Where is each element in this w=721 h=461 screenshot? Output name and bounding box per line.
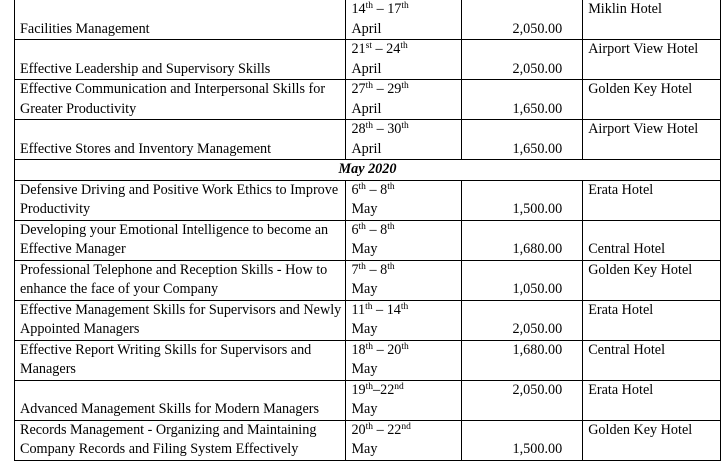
course-title: Developing your Emotional Intelligence to become an Effective Manager [15,220,346,260]
date-end-suffix: th [401,341,409,352]
course-fee: 1,680.00 [462,340,583,380]
course-venue: Golden Key Hotel [583,420,721,460]
course-fee: 1,650.00 [462,80,583,120]
date-end: 14 [386,301,401,318]
date-start-suffix: th [358,221,366,232]
date-start: 18 [351,341,366,358]
date-start: 27 [351,81,366,97]
date-start-suffix: th [365,341,374,352]
course-venue: Erata Hotel [583,300,721,340]
table-row [15,220,721,260]
date-end-suffix: th [387,181,395,192]
course-title: Effective Communication and Interpersonal Skills for Greater Productivity [15,80,346,120]
date-separator: – [365,181,381,198]
course-dates [346,300,462,340]
date-month: May [351,281,378,297]
date-end: 22 [387,421,402,438]
course-venue: Golden Key Hotel [583,260,721,300]
course-venue: Miklin Hotel [583,0,721,40]
course-venue: Erata Hotel [583,380,721,420]
course-fee: 2,050.00 [462,380,583,420]
course-title: Effective Report Writing Skills for Supervisors and Managers [15,340,346,380]
course-dates [346,380,462,420]
course-title: Professional Telephone and Reception Skills - How to enhance the face of your Company [15,260,346,300]
date-start-suffix: th [365,301,373,312]
course-venue: Central Hotel [583,340,721,380]
date-start: 19 [351,381,366,398]
course-title: Records Management - Organizing and Maintaining Company Records and Filing System Effectively [15,420,346,460]
course-dates [346,80,462,120]
date-month: May [351,401,378,417]
course-title: Defensive Driving and Positive Work Ethics to Improve Productivity [15,180,346,220]
course-venue: Airport View Hotel [583,120,721,160]
date-separator: – [373,121,388,137]
date-separator: – [365,261,381,278]
date-month: May [351,321,378,337]
date-start-suffix: th [365,421,374,432]
date-start-suffix: st [365,41,372,51]
course-fee: 2,050.00 [462,300,583,340]
course-dates [346,340,462,380]
date-end-suffix: th [401,121,409,131]
course-dates [346,260,462,300]
date-separator: – [373,1,388,17]
course-fee: 1,500.00 [462,180,583,220]
date-start: 21 [351,41,366,57]
date-separator: – [372,301,387,318]
date-separator: – [373,81,388,97]
date-end-suffix: th [401,1,409,11]
table-row [15,180,721,220]
course-fee: 1,650.00 [462,120,583,160]
date-end: 24 [386,41,401,57]
date-separator: – [373,381,381,398]
course-dates [346,40,462,80]
course-venue: Central Hotel [583,220,721,260]
date-separator: – [373,421,388,438]
table-row [15,40,721,80]
date-month: April [351,100,382,117]
date-start-suffix: th [365,121,374,131]
date-month: May [351,361,378,377]
date-month: April [351,140,382,157]
course-title: Effective Management Skills for Supervisors and Newly Appointed Managers [15,300,346,340]
course-venue: Erata Hotel [583,180,721,220]
table-row [15,120,721,160]
date-month: April [351,60,382,77]
date-start: 7 [351,261,359,278]
course-fee: 1,050.00 [462,260,583,300]
date-end: 20 [387,341,402,358]
course-dates [346,120,462,160]
course-dates [346,180,462,220]
date-end-suffix: th [400,41,408,51]
date-separator: – [373,341,388,358]
date-separator: – [365,221,381,238]
date-month: May [351,201,378,217]
date-month: May [351,241,378,257]
course-title: Effective Stores and Inventory Management [15,120,346,160]
course-fee: 1,680.00 [462,220,583,260]
date-end-suffix: th [401,81,409,91]
date-end: 8 [380,221,388,238]
training-schedule-table [14,0,721,461]
course-fee: 2,050.00 [462,40,583,80]
course-dates [346,420,462,460]
date-end: 29 [387,81,402,97]
month-heading: May 2020 [15,160,721,181]
date-end-suffix: nd [394,381,404,392]
date-end-suffix: nd [401,421,411,432]
date-start: 14 [351,1,366,17]
course-title: Advanced Management Skills for Modern Managers [15,380,346,420]
date-start: 6 [351,221,359,238]
date-end: 22 [380,381,395,398]
course-fee: 1,500.00 [462,420,583,460]
course-dates [346,220,462,260]
date-end-suffix: th [400,301,409,312]
course-title: Facilities Management [15,0,346,40]
table-row [15,80,721,120]
course-venue: Airport View Hotel [583,40,721,80]
date-start: 6 [351,181,359,198]
date-start-suffix: th [358,261,366,272]
course-title: Effective Leadership and Supervisory Skills [15,40,346,80]
course-venue: Golden Key Hotel [583,80,721,120]
month-header-row [15,160,721,181]
date-start-suffix: th [365,81,374,91]
table-row [15,260,721,300]
date-end: 17 [387,1,402,17]
table-row [15,0,721,40]
date-separator: – [371,41,387,57]
date-end-suffix: th [387,221,395,232]
course-fee: 2,050.00 [462,0,583,40]
date-month: May [351,441,378,457]
date-end: 8 [380,181,388,198]
date-start-suffix: th [358,181,366,192]
date-start-suffix: th [365,381,374,392]
date-month: April [351,20,382,37]
date-start: 11 [351,301,366,318]
date-start: 20 [351,421,366,438]
table-row [15,420,721,460]
course-dates [346,0,462,40]
table-row [15,340,721,380]
table-row [15,380,721,420]
table-row [15,300,721,340]
date-end: 8 [380,261,388,278]
date-end: 30 [387,121,402,137]
date-start-suffix: th [365,1,374,11]
date-start: 28 [351,121,366,137]
date-end-suffix: th [387,261,395,272]
